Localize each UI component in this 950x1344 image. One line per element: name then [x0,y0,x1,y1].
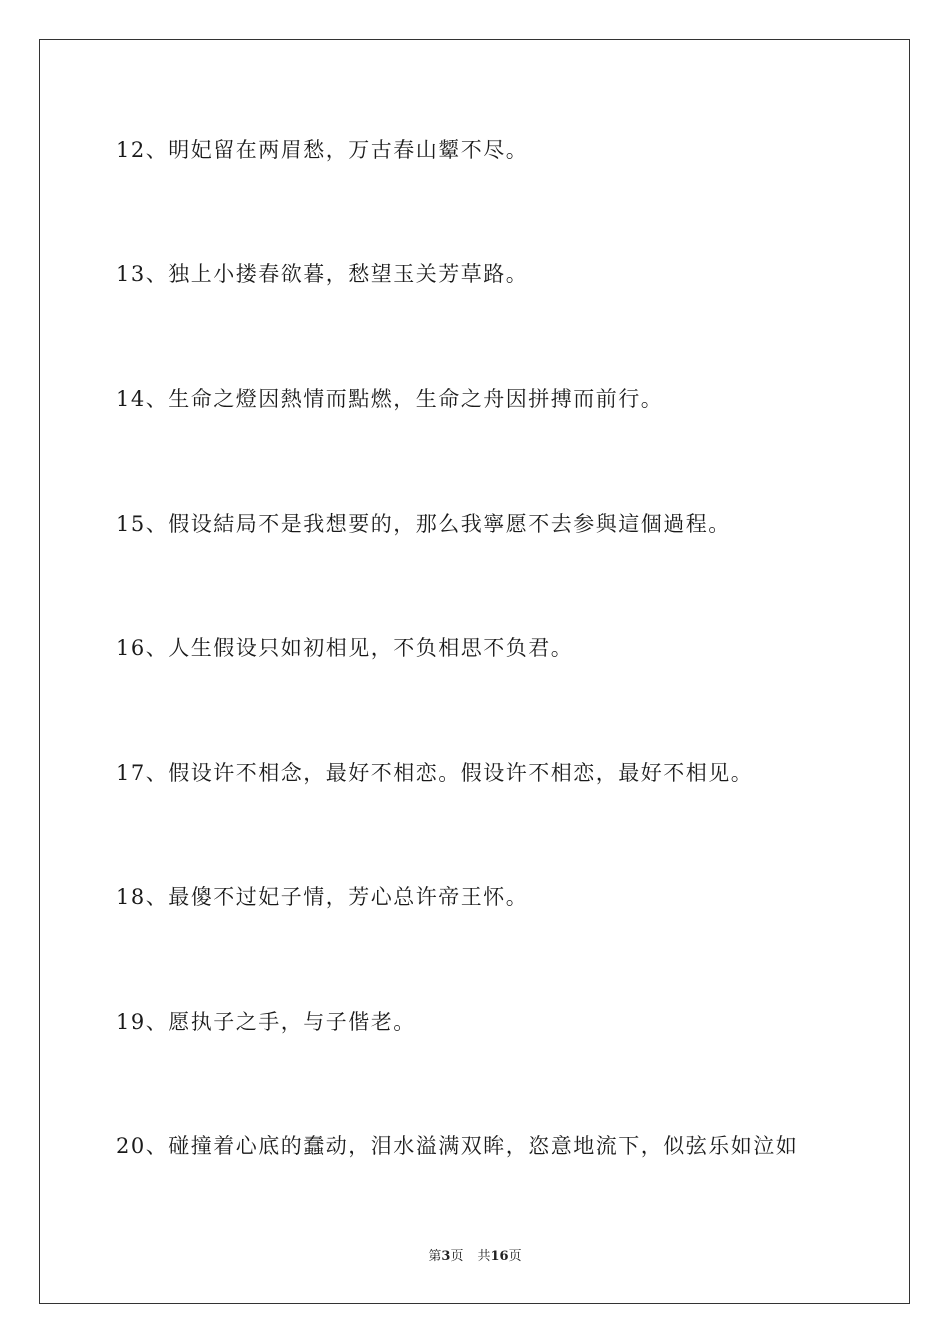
total-pages: 16 [490,1249,509,1264]
text-line-15: 15、假设結局不是我想要的，那么我寧愿不去参與這個過程。 [116,512,731,536]
text-line-13: 13、独上小搂春欲暮，愁望玉关芳草路。 [116,262,529,286]
page-border [39,39,910,1304]
text-line-17: 17、假设许不相念，最好不相恋。假设许不相恋，最好不相见。 [116,761,754,785]
text-line-19: 19、愿执子之手，与子偕老。 [116,1010,416,1034]
page-number: 3 [441,1249,451,1264]
page-footer [0,1248,950,1266]
page-label-suffix: 页 [450,1249,464,1264]
text-line-12: 12、明妃留在两眉愁，万古春山颦不尽。 [116,138,529,162]
text-line-18: 18、最傻不过妃子情，芳心总许帝王怀。 [116,885,529,909]
text-line-20: 20、碰撞着心底的蠢动，泪水溢满双眸，恣意地流下，似弦乐如泣如 [116,1134,799,1158]
page-label-prefix: 第 [428,1249,442,1264]
total-label-prefix: 共 [477,1249,491,1264]
total-label-suffix: 页 [508,1249,522,1264]
text-line-14: 14、生命之燈因熱情而點燃，生命之舟因拼搏而前行。 [116,387,664,411]
text-line-16: 16、人生假设只如初相见，不负相思不负君。 [116,636,574,660]
